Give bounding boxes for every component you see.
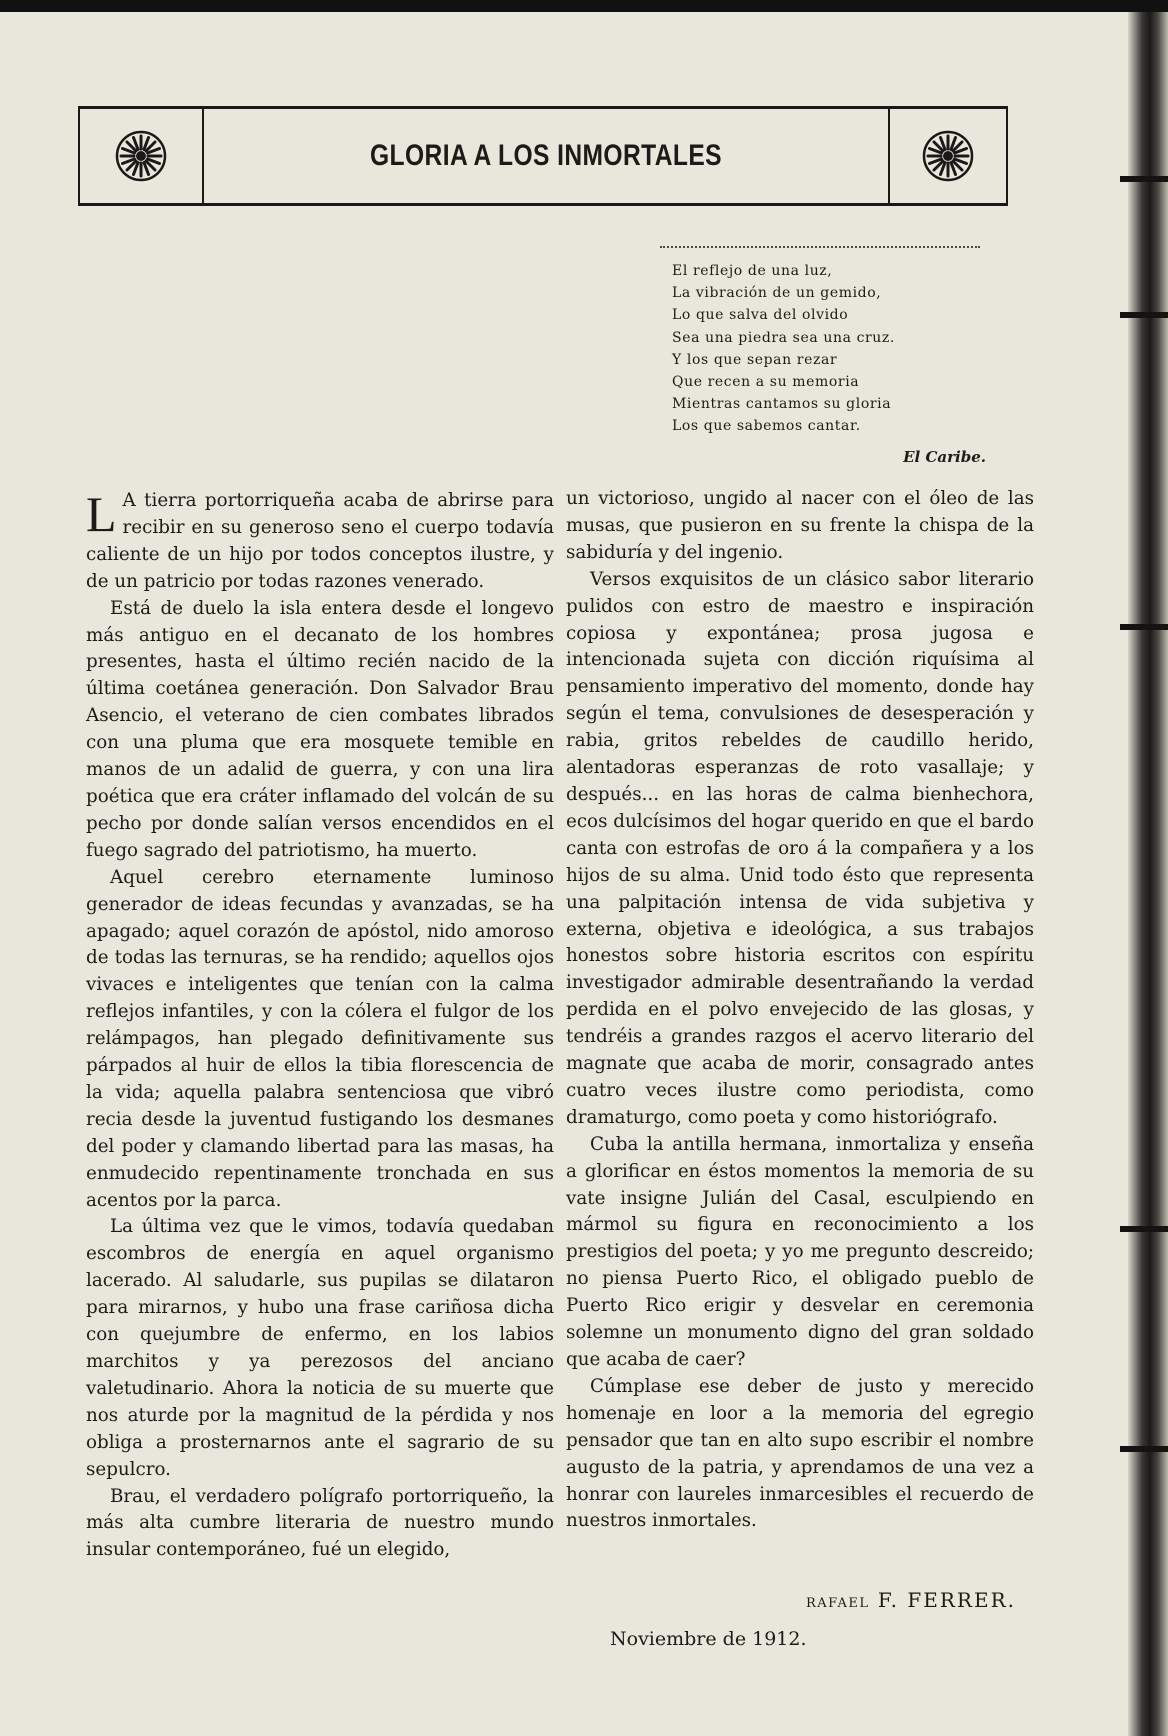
signature-surname: F. FERRER.	[877, 1588, 1016, 1612]
epigraph-line: Mientras cantamos su gloria	[672, 396, 892, 413]
article-paragraph: un victorioso, ungido al nacer con el óleo de las musas, que pusieron en su frente la chispa de la sabiduría y del ingenio.	[566, 488, 1034, 563]
article-paragraph	[86, 488, 554, 596]
epigraph-verse	[672, 260, 982, 438]
binding-clip	[1120, 624, 1168, 630]
article-paragraph: Está de duelo la isla entera desde el longevo más antiguo en el decanato de los hombres presentes, hasta el último recién nacido de la última coetánea generación. Don Salvador Brau Asencio, el veterano de cien combates librados con una pluma que era mosquete temible en manos de un adalid de guerra, y con una lira poética que era cráter inflamado del volcán de su pecho por donde salían versos encendidos en el fuego sagrado del patriotismo, ha muerto.	[86, 597, 554, 861]
epigraph-source: El Caribe.	[903, 448, 986, 466]
epigraph-line: El reflejo de una luz,	[672, 263, 833, 279]
signature-first-name: RAFAEL	[805, 1596, 870, 1611]
author-signature	[700, 1588, 1016, 1612]
page-binding	[1128, 12, 1168, 1736]
epigraph-line: Y los que sepan rezar	[672, 351, 838, 368]
scan-top-edge	[0, 0, 1168, 12]
paragraph-text: A tierra portorriqueña acaba de abrirse para recibir en su generoso seno el cuerpo todavía caliente de un hijo por todos conceptos ilustre, y de un patricio por todas razones venerado.	[86, 490, 554, 592]
article-paragraph: Cúmplase ese deber de justo y merecido homenaje en loor a la memoria del egregio pensador que tan en alto supo escribir el nombre augusto de la patria, y aprendamos de una vez a honrar con laureles inmarcesibles el recuerdo de nuestros inmortales.	[566, 1375, 1034, 1532]
flower-ornament-icon	[114, 129, 168, 183]
article-title: GLORIA A LOS INMORTALES	[369, 139, 722, 172]
title-banner	[78, 106, 1008, 206]
article-column-right	[566, 486, 1034, 1535]
binding-clip	[1120, 1446, 1168, 1452]
epigraph-line: Los que sabemos cantar.	[672, 418, 861, 435]
epigraph-line: Sea una piedra sea una cruz.	[672, 329, 895, 346]
drop-cap: L	[86, 486, 117, 542]
binding-clip	[1120, 176, 1168, 182]
article-paragraph: Versos exquisitos de un clásico sabor literario pulidos con estro de maestro e inspiración copiosa y expontánea; prosa jugosa e intencionada sujeta con dicción riquísima al pensamiento imperativo del momento, donde hay según el tema, convulsiones de desesperación y rabia, gritos rebeldes de caudillo herido, alentadoras esperanzas de roto vasallaje; y después... en las horas de calma bienhechora, ecos dulcísimos del hogar querido en que el bardo canta con estrofas de oro á la compañera y a los hijos de su alma. Unid todo ésto que representa una palpitación intensa de vida subjetiva y externa, objetiva e ideológica, a sus trabajos honestos sobre historia escritos con espíritu investigador admirable desentrañando la verdad perdida en el polvo envejecido de las glosas, y tendréis a grandes razgos el acervo literario del magnate que acaba de morir, consagrado antes cuatro veces ilustre como periodista, como dramaturgo, como poeta y como historiógrafo.	[566, 568, 1034, 1128]
binding-clip	[1120, 312, 1168, 318]
article-paragraph: La última vez que le vimos, todavía quedaban escombros de energía en aquel organismo lacerado. Al saludarle, sus pupilas se dilataron para mirarnos, y hubo una frase cariñosa dicha con quejumbre de enfermo, en los labios marchitos y ya perezosos del anciano valetudinario. Ahora la noticia de su muerte que nos aturde por la magnitud de la pérdida y nos obliga a prosternarnos ante el sagrario de su sepulcro.	[86, 1216, 554, 1480]
flower-ornament-icon	[921, 129, 975, 183]
epigraph-dotted-rule	[660, 246, 980, 252]
article-paragraph: Aquel cerebro eternamente luminoso generador de ideas fecundas y avanzadas, se ha apagado; aquel corazón de apóstol, nido amoroso de todas las ternuras, se ha rendido; aquellos ojos vivaces e inteligentes que tenían con la calma reflejos infantiles, y con la cólera el fulgor de los relámpagos, han plegado definitivamente sus párpados al huir de ellos la tibia florescencia de la vida; aquella palabra sentenciosa que vibró recia desde la juventud fustigando los desmanes del poder y clamando libertad para las masas, ha enmudecido repentinamente tronchada en sus acentos por la parca.	[86, 866, 554, 1211]
right-ornament-cell	[888, 109, 1006, 203]
epigraph-line: Lo que salva del olvido	[672, 307, 849, 324]
article-column-left	[86, 488, 554, 1564]
left-ornament-cell	[80, 109, 204, 203]
article-paragraph: Cuba la antilla hermana, inmortaliza y enseña a glorificar en éstos momentos la memoria de su vate insigne Julián del Casal, esculpiendo en mármol su figura en reconocimiento a los prestigios del poeta; y yo me pregunto descreido; no piensa Puerto Rico, el obligado pueblo de Puerto Rico erigir y desvelar en ceremonia solemne un monumento digno del gran soldado que acaba de caer?	[566, 1133, 1034, 1370]
epigraph-line: La vibración de un gemido,	[672, 285, 882, 302]
article-date: Noviembre de 1912.	[610, 1628, 807, 1650]
article-paragraph: Brau, el verdadero polígrafo portorriqueño, la más alta cumbre literaria de nuestro mundo insular contemporáneo, fué un elegido,	[86, 1485, 554, 1561]
binding-clip	[1120, 1226, 1168, 1232]
epigraph-line: Que recen a su memoria	[672, 374, 860, 391]
